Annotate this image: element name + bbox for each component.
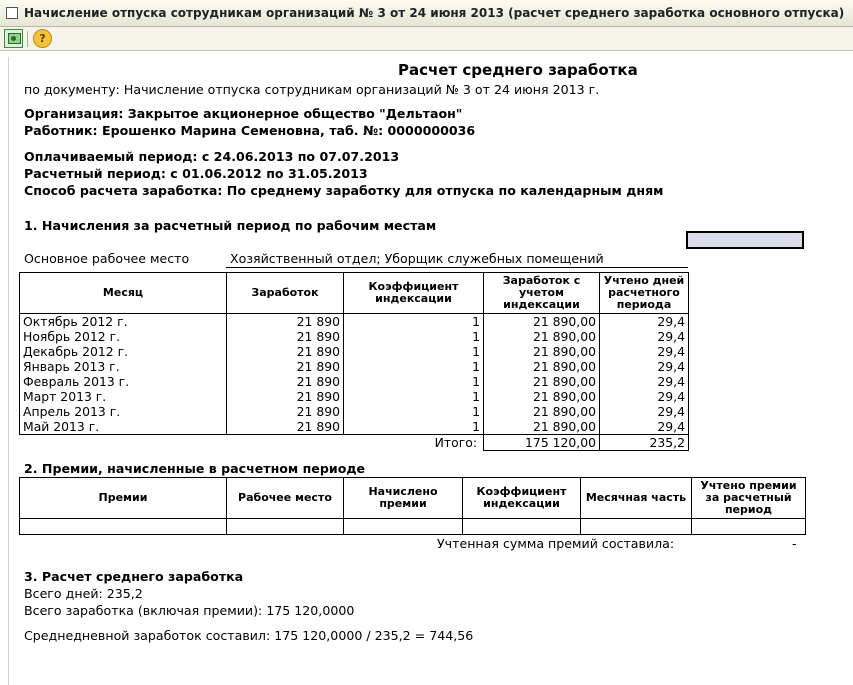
row-month: Май 2013 г. [20,419,227,435]
bonus-summary-value: - [792,536,797,551]
calc-method: Способ расчета заработка: По среднему заработку для отпуска по календарным дням [24,183,664,198]
row-month: Февраль 2013 г. [20,374,227,389]
workplace-value: Хозяйственный отдел; Уборщик служебных помещений [230,251,604,266]
row-earnings: 21 890 [227,374,344,389]
row-days: 29,4 [600,419,689,435]
row-days: 29,4 [600,404,689,419]
row-days: 29,4 [600,314,689,330]
bonuses-table [19,477,806,535]
row-indexed-earnings: 21 890,00 [484,404,600,419]
row-month: Апрель 2013 г. [20,404,227,419]
row-month: Январь 2013 г. [20,359,227,374]
row-indexed-earnings: 21 890,00 [484,389,600,404]
row-earnings: 21 890 [227,314,344,330]
row-month: Декабрь 2012 г. [20,344,227,359]
report-document [0,51,853,685]
row-days: 29,4 [600,329,689,344]
table-row [20,374,689,389]
row-indexed-earnings: 21 890,00 [484,374,600,389]
grey-field [686,231,804,249]
report-title: Расчет среднего заработка [398,61,638,79]
row-index-coef: 1 [344,419,484,435]
bonus-empty-cell [581,519,692,535]
row-days: 29,4 [600,389,689,404]
organization-line: Организация: Закрытое акционерное общество "Дельтаон" [24,106,463,121]
row-month: Ноябрь 2012 г. [20,329,227,344]
table-row [20,404,689,419]
row-month: Март 2013 г. [20,389,227,404]
col-header-workplace: Рабочее место [227,478,344,519]
toolbar-separator [27,31,28,47]
calc-period: Расчетный период: с 01.06.2012 по 31.05.2013 [24,166,368,181]
window-titlebar [0,0,853,27]
row-indexed-earnings: 21 890,00 [484,419,600,435]
bonus-empty-cell [20,519,227,535]
table-row [20,329,689,344]
col-header-month: Месяц [20,273,227,314]
col-header-monthly-part: Месячная часть [581,478,692,519]
document-icon [6,7,18,19]
col-header-accrued: Начислено премии [344,478,463,519]
total-days: 235,2 [600,435,689,451]
total-days-line: Всего дней: 235,2 [24,586,143,601]
row-earnings: 21 890 [227,359,344,374]
row-indexed-earnings: 21 890,00 [484,329,600,344]
total-label: Итого: [434,434,477,450]
col-header-days: Учтено дней расчетного периода [600,273,689,314]
worker-line: Работник: Ерошенко Марина Семеновна, таб. №: 0000000036 [24,123,476,138]
row-index-coef: 1 [344,344,484,359]
col-header-index-coef: Коэффициент индексации [344,273,484,314]
row-index-coef: 1 [344,314,484,330]
row-earnings: 21 890 [227,404,344,419]
workplace-label: Основное рабочее место [24,251,190,266]
col-header-bonus-index: Коэффициент индексации [463,478,581,519]
bonus-empty-cell [463,519,581,535]
table-row [20,314,689,330]
col-header-bonus-period: Учтено премии за расчетный период [692,478,806,519]
row-index-coef: 1 [344,404,484,419]
total-earnings-line: Всего заработка (включая премии): 175 120,0000 [24,603,355,618]
row-indexed-earnings: 21 890,00 [484,359,600,374]
row-earnings: 21 890 [227,344,344,359]
table-row [20,344,689,359]
row-index-coef: 1 [344,359,484,374]
toolbar [0,27,853,51]
window-title: Начисление отпуска сотрудникам организаций № 3 от 24 июня 2013 (расчет среднего заработка основного отпуска) [24,6,845,20]
row-index-coef: 1 [344,329,484,344]
bonus-empty-cell [344,519,463,535]
row-days: 29,4 [600,359,689,374]
help-icon[interactable]: ? [33,29,52,48]
total-amount: 175 120,00 [484,435,600,451]
section1-title: 1. Начисления за расчетный период по рабочим местам [24,218,437,233]
row-days: 29,4 [600,344,689,359]
average-earnings-line: Среднедневной заработок составил: 175 120,0000 / 235,2 = 744,56 [24,628,474,643]
row-index-coef: 1 [344,374,484,389]
workplace-underline [226,267,688,268]
table-row [20,359,689,374]
table-row [20,419,689,435]
table-row [20,389,689,404]
screen-capture-icon[interactable] [4,29,23,48]
row-indexed-earnings: 21 890,00 [484,344,600,359]
row-earnings: 21 890 [227,389,344,404]
row-earnings: 21 890 [227,419,344,435]
bonus-empty-cell [692,519,806,535]
col-header-earnings: Заработок [227,273,344,314]
bonus-empty-cell [227,519,344,535]
section2-title: 2. Премии, начисленные в расчетном периоде [24,461,366,476]
row-month: Октябрь 2012 г. [20,314,227,330]
row-index-coef: 1 [344,389,484,404]
col-header-bonus: Премии [20,478,227,519]
paid-period: Оплачиваемый период: с 24.06.2013 по 07.07.2013 [24,149,400,164]
row-earnings: 21 890 [227,329,344,344]
row-indexed-earnings: 21 890,00 [484,314,600,330]
bonus-summary-label: Учтенная сумма премий составила: [437,536,675,551]
accruals-table [19,272,689,451]
left-margin-line [8,57,9,685]
section3-title: 3. Расчет среднего заработка [24,569,244,584]
document-reference: по документу: Начисление отпуска сотрудникам организаций № 3 от 24 июня 2013 г. [24,82,600,97]
col-header-indexed-earnings: Заработок с учетом индексации [484,273,600,314]
row-days: 29,4 [600,374,689,389]
